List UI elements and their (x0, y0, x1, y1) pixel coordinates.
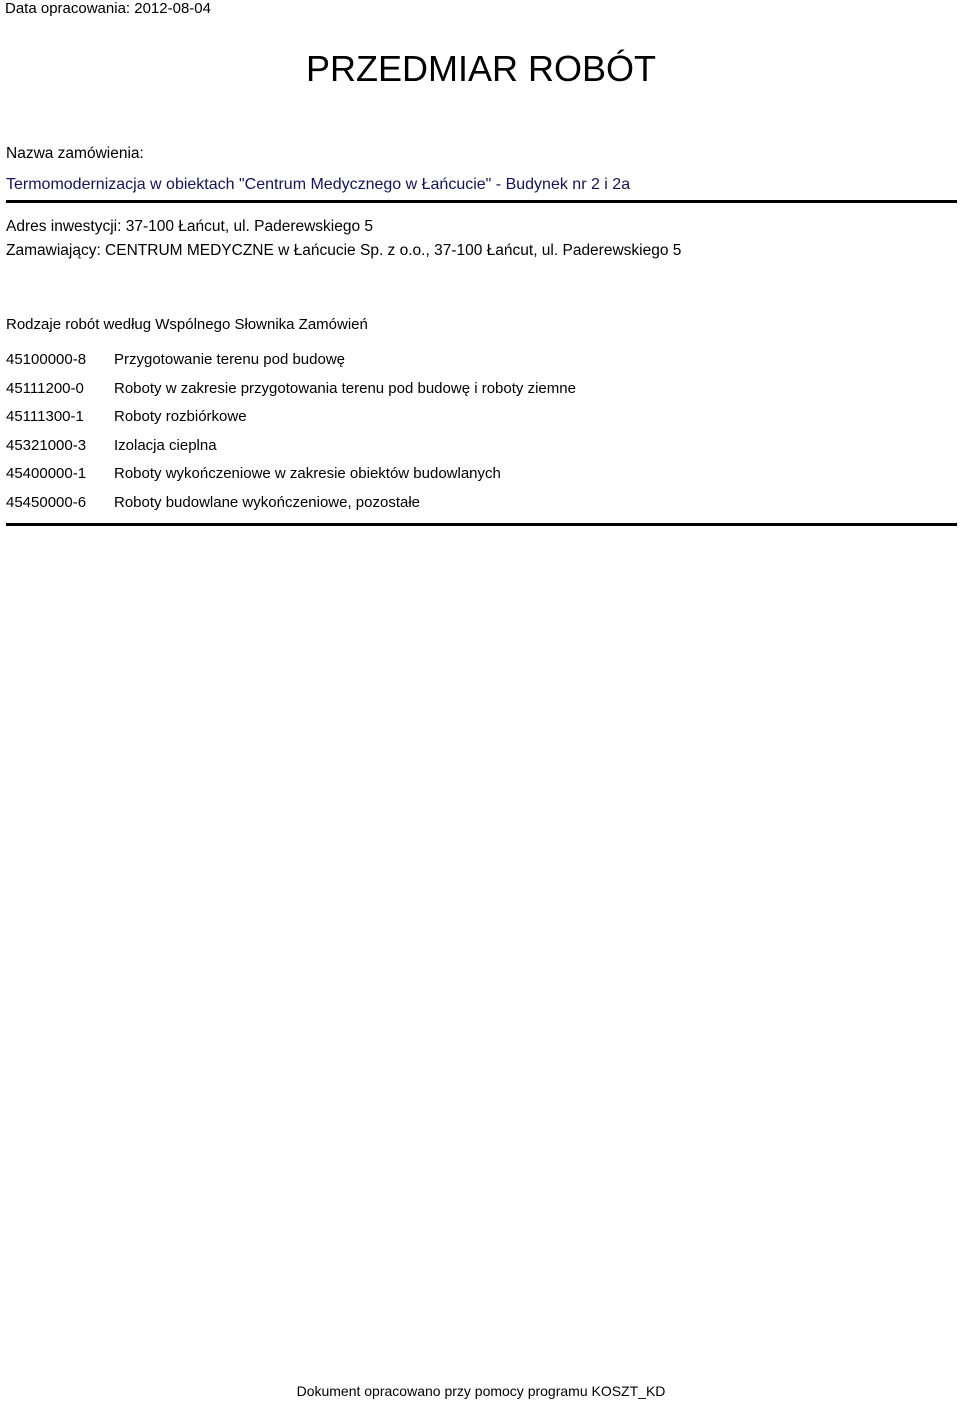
divider-bottom (6, 523, 957, 526)
cpv-code: 45321000-3 (6, 436, 87, 454)
cpv-list (6, 350, 576, 521)
cpv-row (6, 407, 576, 436)
preparation-date: Data opracowania: 2012-08-04 (5, 0, 211, 17)
cpv-code: 45100000-8 (6, 351, 87, 368)
cpv-row (6, 350, 576, 379)
footer-note: Dokument opracowano przy pomocy programu KOSZT_KD (296, 1383, 666, 1399)
cpv-row (6, 379, 576, 408)
cpv-row (6, 436, 576, 465)
cpv-description: Roboty rozbiórkowe (114, 408, 247, 425)
order-name: Termomodernizacja w obiektach "Centrum Medycznego w Łańcucie" - Budynek nr 2 i 2a (6, 176, 631, 193)
cpv-code: 45111200-0 (6, 379, 84, 397)
cpv-heading: Rodzaje robót według Wspólnego Słownika Zamówień (6, 316, 368, 333)
cpv-description: Roboty budowlane wykończeniowe, pozostałe (114, 493, 421, 511)
cpv-code: 45450000-6 (6, 493, 87, 511)
cpv-row (6, 464, 576, 493)
cpv-description: Roboty w zakresie przygotowania terenu pod budowę i roboty ziemne (114, 379, 576, 397)
cpv-code: 45111300-1 (6, 408, 84, 425)
divider-top (6, 200, 957, 203)
client-info: Zamawiający: CENTRUM MEDYCZNE w Łańcucie Sp. z o.o., 37-100 Łańcut, ul. Paderewskiego 5 (6, 242, 682, 259)
investment-address: Adres inwestycji: 37-100 Łańcut, ul. Paderewskiego 5 (6, 218, 374, 235)
cpv-description: Roboty wykończeniowe w zakresie obiektów budowlanych (114, 465, 501, 482)
cpv-description: Przygotowanie terenu pod budowę (114, 351, 345, 368)
order-name-label: Nazwa zamówienia: (6, 145, 144, 162)
cpv-row (6, 493, 576, 522)
cpv-description: Izolacja cieplna (114, 436, 217, 454)
cpv-code: 45400000-1 (6, 465, 87, 482)
document-title: PRZEDMIAR ROBÓT (305, 48, 656, 89)
